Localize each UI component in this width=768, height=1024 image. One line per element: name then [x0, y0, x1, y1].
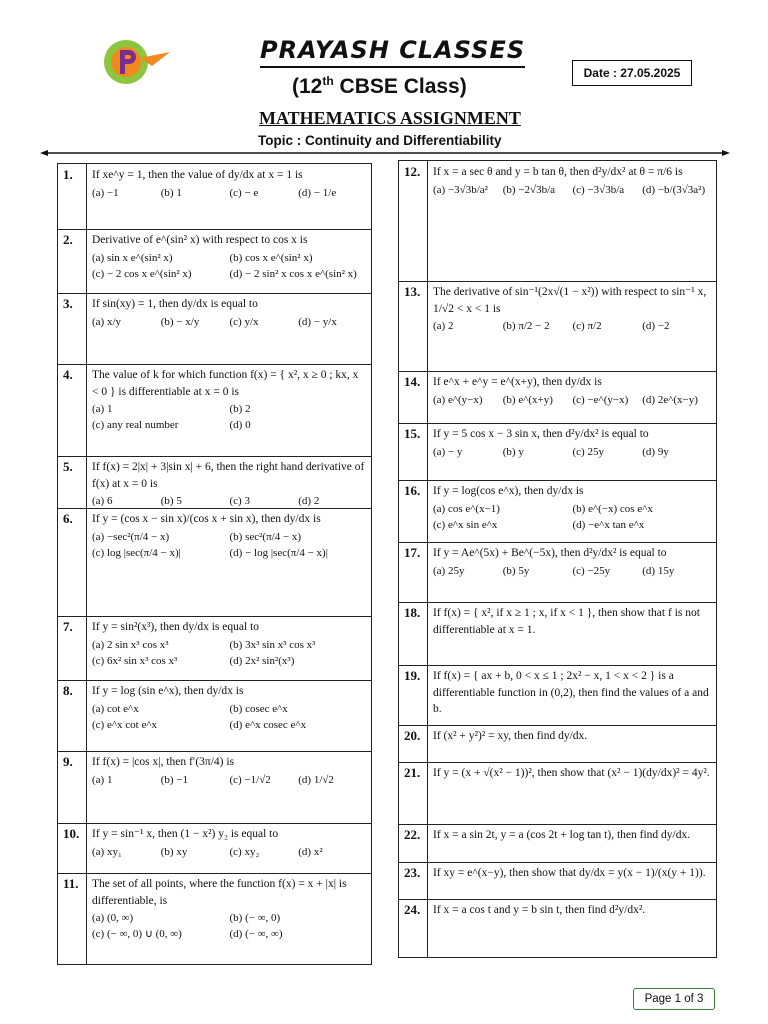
option-item: (c) xy₂	[229, 845, 260, 858]
question-text: If f(x) = { ax + b, 0 < x ≤ 1 ; 2x² − x, 1 < x < 2 } is a differentiable function in (0,2), then find the values of a and b.	[433, 670, 709, 716]
option-item: (c) − 2 cos x e^(sin² x)	[92, 267, 192, 280]
question-number: 13.	[399, 281, 428, 371]
option-list	[92, 845, 367, 861]
option-item: (d) −2	[642, 320, 670, 333]
option-item: (c) any real number	[92, 419, 179, 432]
option-list	[433, 445, 712, 461]
question-text: If f(x) = 2|x| + 3|sin x| + 6, then the right hand derivative of f(x) at x = 0 is	[92, 461, 365, 490]
question-body	[87, 751, 371, 823]
question-body	[428, 281, 716, 371]
question-body	[87, 508, 371, 616]
question-body	[428, 161, 716, 281]
question-body	[428, 899, 716, 957]
question-body	[87, 823, 371, 873]
option-item: (b) cosec e^x	[229, 702, 288, 715]
option-item: (c) −25y	[572, 564, 611, 577]
option-item: (c) −3√3b/a	[572, 183, 625, 196]
option-item: (b) 3x³ sin x³ cos x³	[229, 638, 316, 651]
option-item: (d) − 1/e	[298, 186, 337, 199]
option-item: (a) xy₁	[92, 845, 122, 858]
double-arrow-rule-icon	[40, 150, 730, 156]
option-item: (d) 0	[229, 419, 251, 432]
option-item: (d) 2	[298, 495, 320, 508]
question-row	[58, 164, 371, 230]
question-number: 7.	[58, 616, 87, 680]
question-body	[428, 371, 716, 423]
question-number: 5.	[58, 456, 87, 508]
option-item: (d) − 2 sin² x cos x e^(sin² x)	[229, 267, 357, 280]
question-number: 18.	[399, 602, 428, 665]
question-text: If y = sin²(x³), then dy/dx is equal to	[92, 621, 260, 633]
option-item: (a) 1	[92, 403, 113, 416]
option-item: (b) cos x e^(sin² x)	[229, 251, 313, 264]
option-item: (d) e^x cosec e^x	[229, 718, 307, 731]
question-body	[428, 423, 716, 480]
question-text: The value of k for which function f(x) = { x², x ≥ 0 ; kx, x < 0 } is differentiable at x = 0 is	[92, 369, 359, 398]
question-number: 19.	[399, 665, 428, 725]
question-body	[87, 873, 371, 964]
question-number: 8.	[58, 680, 87, 751]
option-item: (a) 2	[433, 320, 454, 333]
question-row	[58, 873, 371, 964]
question-body	[428, 725, 716, 762]
question-row	[399, 602, 716, 666]
option-item: (c) log |sec(π/4 − x)|	[92, 546, 181, 559]
question-text: If x = a sec θ and y = b tan θ, then d²y/dx² at θ = π/6 is	[433, 166, 683, 178]
question-row	[58, 751, 371, 824]
option-item: (b) sec²(π/4 − x)	[229, 530, 302, 543]
question-row	[399, 480, 716, 543]
question-row	[399, 824, 716, 863]
option-list	[92, 702, 367, 734]
option-list	[433, 564, 712, 580]
option-item: (a) e^(y−x)	[433, 393, 483, 406]
option-list	[433, 319, 712, 335]
option-item: (c) y/x	[229, 315, 259, 328]
question-number: 17.	[399, 542, 428, 602]
left-question-column	[57, 163, 372, 965]
question-body	[428, 602, 716, 665]
option-item: (d) x²	[298, 845, 323, 858]
question-text: If y = Ae^(5x) + Be^(−5x), then d²y/dx² is equal to	[433, 547, 667, 559]
option-list	[92, 186, 367, 202]
option-list	[92, 315, 367, 331]
option-item: (b) 5	[160, 495, 182, 508]
option-item: (a) − y	[433, 445, 463, 458]
option-item: (d) − log |sec(π/4 − x)|	[229, 546, 328, 559]
option-item: (d) 2e^(x−y)	[642, 393, 698, 406]
option-item: (c) e^x sin e^x	[433, 518, 498, 531]
option-list	[433, 502, 712, 534]
option-item: (a) −3√3b/a²	[433, 183, 488, 196]
question-text: If y = sin⁻¹ x, then (1 − x²) y₂ is equal to	[92, 828, 279, 840]
option-item: (b) 2	[229, 403, 251, 416]
option-item: (d) 9y	[642, 445, 669, 458]
option-item: (a) −sec²(π/4 − x)	[92, 530, 170, 543]
question-row	[58, 823, 371, 874]
question-number: 20.	[399, 725, 428, 762]
option-item: (a) 25y	[433, 564, 465, 577]
topic-line: Topic : Continuity and Differentiability	[258, 133, 502, 148]
option-item: (b) e^(x+y)	[502, 393, 553, 406]
question-body	[87, 680, 371, 751]
question-body	[428, 824, 716, 862]
option-item: (d) (− ∞, ∞)	[229, 928, 283, 941]
option-item: (a) −1	[92, 186, 119, 199]
page-indicator: Page 1 of 3	[633, 988, 715, 1010]
question-body	[87, 164, 371, 229]
question-row	[58, 456, 371, 509]
question-body	[428, 762, 716, 824]
question-body	[428, 665, 716, 725]
question-number: 4.	[58, 364, 87, 456]
question-text: If y = log(cos e^x), then dy/dx is	[433, 485, 584, 497]
question-text: If y = (cos x − sin x)/(cos x + sin x), then dy/dx is	[92, 513, 321, 525]
option-list	[433, 393, 712, 409]
option-item: (c) −e^(y−x)	[572, 393, 629, 406]
question-text: If x = a sin 2t, y = a (cos 2t + log tan t), then find dy/dx.	[433, 829, 691, 841]
question-body	[87, 293, 371, 364]
option-item: (c) 6x² sin x³ cos x³	[92, 654, 178, 667]
question-row	[399, 899, 716, 957]
option-item: (b) (− ∞, 0)	[229, 912, 281, 925]
question-row	[399, 423, 716, 481]
question-row	[58, 680, 371, 752]
question-number: 24.	[399, 899, 428, 957]
question-row	[399, 665, 716, 726]
option-item: (b) y	[502, 445, 524, 458]
prayash-logo-icon	[100, 36, 172, 88]
question-row	[58, 508, 371, 617]
question-row	[399, 161, 716, 282]
option-item: (b) −1	[160, 773, 189, 786]
option-list	[92, 494, 367, 508]
option-item: (b) e^(−x) cos e^x	[572, 502, 653, 515]
option-item: (c) π/2	[572, 320, 602, 333]
question-row	[399, 725, 716, 763]
option-list	[92, 530, 367, 562]
question-text: The derivative of sin⁻¹(2x√(1 − x²)) with respect to sin⁻¹ x, 1/√2 < x < 1 is	[433, 286, 707, 315]
question-body	[428, 862, 716, 899]
question-row	[399, 862, 716, 900]
question-text: If xe^y = 1, then the value of dy/dx at x = 1 is	[92, 169, 303, 181]
question-number: 10.	[58, 823, 87, 873]
option-item: (b) 1	[160, 186, 182, 199]
question-number: 6.	[58, 508, 87, 616]
option-list	[92, 773, 367, 789]
question-text: If (x² + y²)² = xy, then find dy/dx.	[433, 730, 588, 742]
option-item: (b) π/2 − 2	[502, 320, 550, 333]
question-text: If e^x + e^y = e^(x+y), then dy/dx is	[433, 376, 602, 388]
question-number: 14.	[399, 371, 428, 423]
question-row	[399, 762, 716, 825]
assignment-title: MATHEMATICS ASSIGNMENT	[259, 108, 521, 128]
question-row	[399, 371, 716, 424]
question-text: If x = a cos t and y = b sin t, then find d²y/dx².	[433, 904, 646, 916]
question-number: 9.	[58, 751, 87, 823]
question-body	[87, 364, 371, 456]
option-list	[92, 638, 367, 670]
question-number: 22.	[399, 824, 428, 862]
question-number: 1.	[58, 164, 87, 229]
question-body	[87, 616, 371, 680]
question-text: If f(x) = { x², if x ≥ 1 ; x, if x < 1 }, then show that f is not differentiable at x = 1.	[433, 607, 700, 636]
option-item: (a) cot e^x	[92, 702, 139, 715]
option-item: (b) 5y	[502, 564, 530, 577]
right-question-column	[398, 160, 717, 958]
class-label: (12th CBSE Class)	[292, 74, 467, 98]
option-item: (a) 6	[92, 495, 113, 508]
option-item: (d) 15y	[642, 564, 675, 577]
option-list	[92, 402, 367, 434]
question-body	[428, 542, 716, 602]
question-number: 15.	[399, 423, 428, 480]
option-item: (b) xy	[160, 845, 188, 858]
question-number: 2.	[58, 229, 87, 293]
question-text: If y = log (sin e^x), then dy/dx is	[92, 685, 244, 697]
option-item: (b) −2√3b/a	[502, 183, 556, 196]
question-row	[58, 364, 371, 457]
option-item: (c) 3	[229, 495, 250, 508]
question-text: The set of all points, where the function f(x) = x + |x| is differentiable, is	[92, 878, 347, 907]
option-item: (a) cos e^(x−1)	[433, 502, 500, 515]
question-text: Derivative of e^(sin² x) with respect to cos x is	[92, 234, 308, 246]
question-body	[87, 456, 371, 508]
option-list	[92, 911, 367, 943]
question-text: If sin(xy) = 1, then dy/dx is equal to	[92, 298, 258, 310]
option-item: (c) −1/√2	[229, 773, 271, 786]
question-row	[399, 542, 716, 603]
option-list	[92, 251, 367, 283]
question-row	[399, 281, 716, 372]
question-number: 11.	[58, 873, 87, 964]
option-item: (d) 2x² sin²(x³)	[229, 654, 295, 667]
institute-name: PRAYASH CLASSES	[260, 36, 526, 64]
question-number: 3.	[58, 293, 87, 364]
question-body	[428, 480, 716, 542]
question-text: If xy = e^(x−y), then show that dy/dx = y(x − 1)/(x(y + 1)).	[433, 867, 706, 879]
question-row	[58, 229, 371, 294]
option-item: (c) e^x cot e^x	[92, 718, 157, 731]
option-item: (d) −b/(3√3a²)	[642, 183, 706, 196]
option-item: (a) 2 sin x³ cos x³	[92, 638, 169, 651]
option-item: (c) − e	[229, 186, 259, 199]
question-row	[58, 293, 371, 365]
question-text: If y = 5 cos x − 3 sin x, then d²y/dx² is equal to	[433, 428, 649, 440]
option-item: (c) (− ∞, 0) ∪ (0, ∞)	[92, 928, 182, 941]
option-item: (b) − x/y	[160, 315, 200, 328]
option-item: (a) sin x e^(sin² x)	[92, 251, 173, 264]
option-item: (d) −e^x tan e^x	[572, 518, 645, 531]
question-text: If y = (x + √(x² − 1))², then show that (x² − 1)(dy/dx)² = 4y².	[433, 767, 710, 779]
question-row	[58, 616, 371, 681]
question-body	[87, 229, 371, 293]
option-item: (c) 25y	[572, 445, 604, 458]
option-item: (a) 1	[92, 773, 113, 786]
option-item: (d) 1/√2	[298, 773, 334, 786]
option-item: (a) x/y	[92, 315, 122, 328]
question-number: 23.	[399, 862, 428, 899]
question-text: If f(x) = |cos x|, then f′(3π/4) is	[92, 756, 235, 768]
question-number: 21.	[399, 762, 428, 824]
option-list	[433, 183, 712, 199]
question-number: 16.	[399, 480, 428, 542]
option-item: (a) (0, ∞)	[92, 912, 134, 925]
question-number: 12.	[399, 161, 428, 281]
date-box: Date : 27.05.2025	[572, 60, 692, 86]
option-item: (d) − y/x	[298, 315, 337, 328]
